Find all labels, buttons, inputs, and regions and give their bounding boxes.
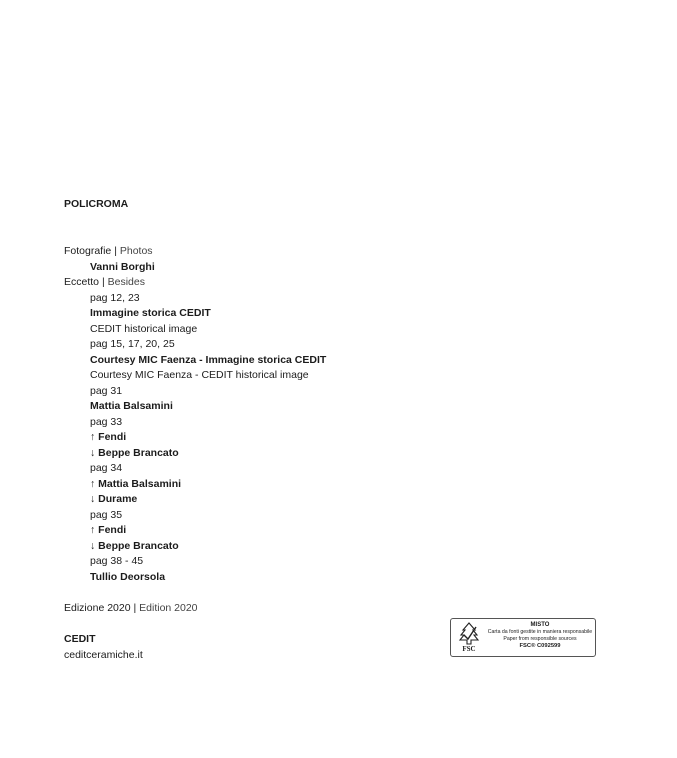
credit-entry: ↓ Beppe Brancato: [90, 539, 179, 552]
fsc-label: [450, 618, 596, 657]
photos-label-en: Photos: [119, 245, 153, 257]
credit-entry: ↓ Beppe Brancato: [90, 446, 179, 459]
publisher-website: ceditceramiche.it: [64, 648, 143, 661]
credit-entry: ↑ Fendi: [90, 524, 127, 536]
credit-entry: Mattia Balsamini: [90, 400, 173, 412]
photos-heading: [64, 244, 326, 260]
fsc-logo-text: FSC: [462, 645, 476, 653]
credit-entry: ↑ Fendi: [90, 431, 127, 443]
credit-entry: ↓ Durame: [90, 493, 138, 505]
credit-entry: ↑ Mattia Balsamini: [90, 477, 182, 490]
fsc-tree-check-icon: [454, 621, 484, 655]
edition-it: Edizione 2020: [64, 602, 131, 614]
photos-label-it: Fotografie: [64, 245, 112, 257]
fsc-heading: MISTO: [530, 622, 550, 628]
credit-entry: pag 34: [90, 462, 123, 474]
credit-entry: Courtesy MIC Faenza - Immagine storica CEDIT: [90, 353, 327, 366]
fsc-code: FSC® C092599: [519, 643, 561, 649]
edition-line: [64, 601, 198, 617]
credit-entry: pag 33: [90, 415, 123, 428]
document-title: POLICROMA: [64, 198, 129, 210]
credit-entry: CEDIT historical image: [90, 322, 198, 335]
publisher-block: [64, 632, 143, 663]
credit-entry: pag 38 - 45: [90, 555, 144, 567]
publisher-name: CEDIT: [64, 633, 96, 645]
fsc-line-en: Paper from responsible sources: [503, 636, 577, 642]
credit-entry: Immagine storica CEDIT: [90, 307, 211, 319]
separator: |: [101, 276, 105, 288]
fsc-line-it: Carta da fonti gestite in maniera responsabile: [487, 629, 593, 635]
separator: |: [133, 602, 137, 614]
except-heading: [64, 275, 326, 291]
except-label-en: Besides: [107, 276, 145, 288]
photographer-name: Vanni Borghi: [90, 260, 155, 273]
edition-en: Edition 2020: [139, 602, 198, 614]
credit-entry: pag 31: [90, 384, 123, 397]
separator: |: [114, 245, 117, 257]
credit-entry: pag 35: [90, 508, 123, 521]
credit-entries: [64, 291, 326, 586]
credit-entry: Courtesy MIC Faenza - CEDIT historical image: [90, 369, 309, 381]
fsc-text: [485, 622, 595, 650]
credit-entry: Tullio Deorsola: [90, 570, 166, 583]
credit-entry: pag 15, 17, 20, 25: [90, 338, 175, 350]
photo-credits: [64, 244, 326, 585]
credit-entry: pag 12, 23: [90, 291, 140, 304]
except-label-it: Eccetto: [64, 276, 100, 288]
